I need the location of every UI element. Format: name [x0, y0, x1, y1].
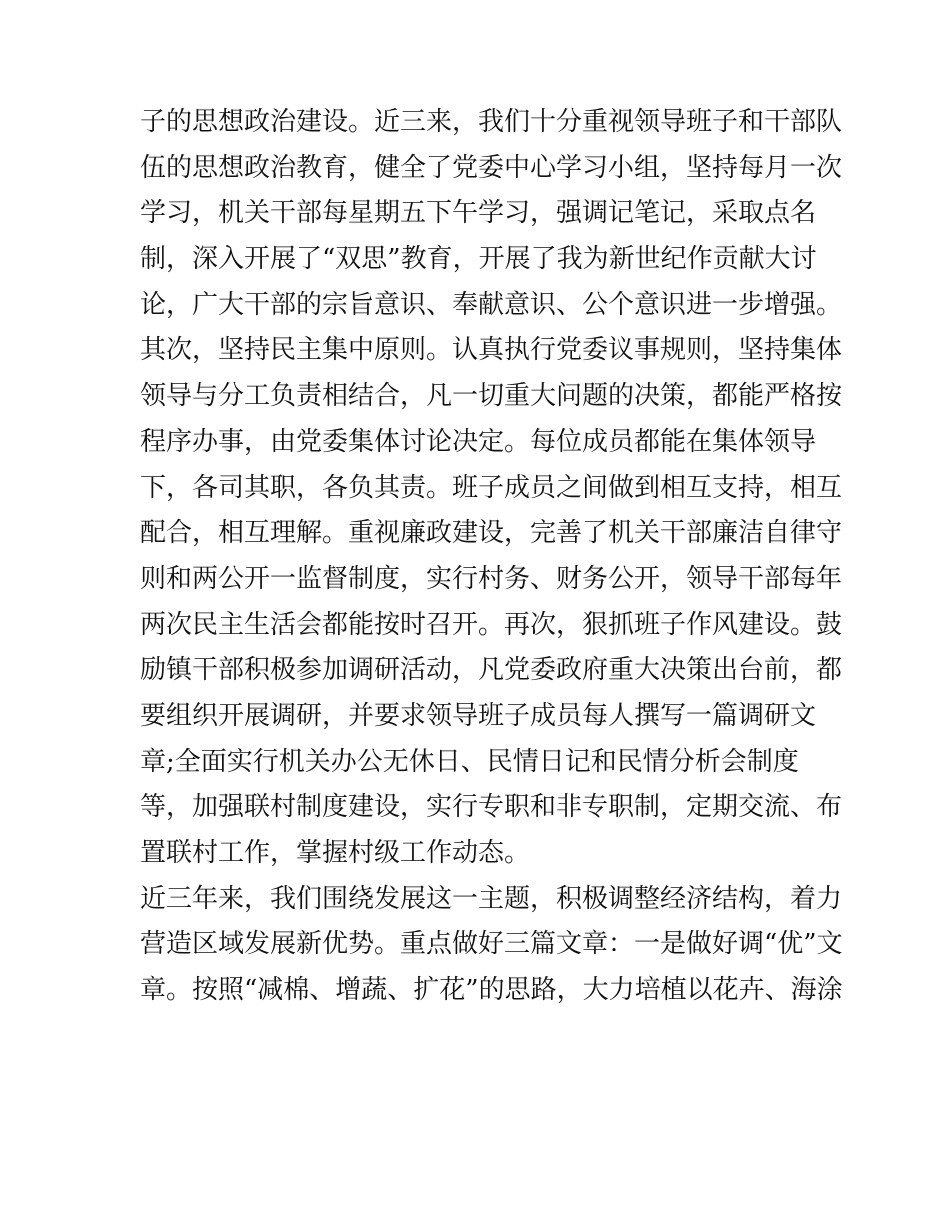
- text-line: 学习，机关干部每星期五下午学习，强调记笔记，采取点名: [140, 198, 817, 229]
- text-line: 程序办事，由党委集体讨论决定。每位成员都能在集体领导: [140, 426, 817, 457]
- text-line: 要组织开展调研，并要求领导班子成员每人撰写一篇调研文: [140, 700, 817, 731]
- text-line: 伍的思想政治教育，健全了党委中心学习小组，坚持每月一次: [140, 152, 843, 183]
- text-line: 营造区域发展新优势。重点做好三篇文章：一是做好调“优”文: [140, 929, 843, 960]
- text-line: 励镇干部积极参加调研活动，凡党委政府重大决策出台前，都: [140, 655, 843, 686]
- text-line: 制，深入开展了“双思”教育，开展了我为新世纪作贡献大讨: [140, 244, 817, 275]
- body-text: [140, 100, 843, 1014]
- text-line: 配合，相互理解。重视廉政建设，完善了机关干部廉洁自律守: [140, 518, 843, 549]
- text-line: 领导与分工负责相结合，凡一切重大问题的决策，都能严格按: [140, 381, 843, 412]
- text-line: 章;全面实行机关办公无休日、民情日记和民情分析会制度: [140, 746, 799, 777]
- text-line: 等，加强联村制度建设，实行专职和非专职制，定期交流、布: [140, 792, 843, 823]
- text-line: 下，各司其职，各负其责。班子成员之间做到相互支持，相互: [140, 472, 843, 503]
- text-line: 子的思想政治建设。近三来，我们十分重视领导班子和干部队: [140, 107, 843, 137]
- text-line: 则和两公开一监督制度，实行村务、财务公开，领导干部每年: [140, 563, 843, 594]
- text-line: 近三年来，我们围绕发展这一主题，积极调整经济结构，着力: [140, 883, 843, 914]
- text-line: 两次民主生活会都能按时召开。再次，狠抓班子作风建设。鼓: [140, 609, 843, 640]
- text-line: 论，广大干部的宗旨意识、奉献意识、公个意识进一步增强。: [140, 289, 843, 320]
- text-line: 其次，坚持民主集中原则。认真执行党委议事规则，坚持集体: [140, 335, 843, 366]
- text-line: 置联村工作，掌握村级工作动态。: [140, 838, 531, 868]
- text-line: 章。按照“减棉、增蔬、扩花”的思路，大力培植以花卉、海涂: [140, 975, 843, 1006]
